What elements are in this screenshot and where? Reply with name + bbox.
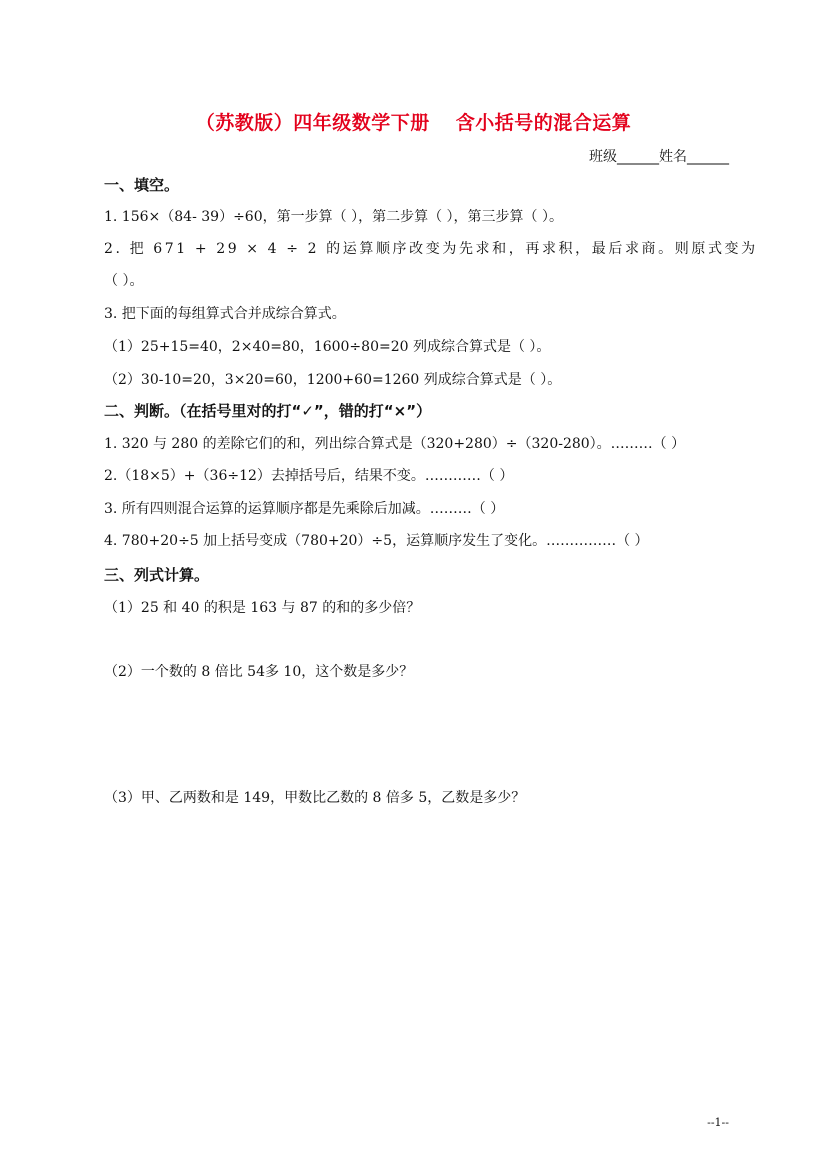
section1-heading: 一、填空。 [104,176,180,194]
s1-question-3: 3. 把下面的每组算式合并成综合算式。 [104,306,346,322]
page-number: --1-- [707,1116,729,1129]
s1-question-2-line1: 2. 把 671 + 29 × 4 ÷ 2 的运算顺序改变为先求和，再求积，最后求商。则原式变为 [104,241,758,257]
s1-question-1: 1. 156×（84- 39）÷60，第一步算（ ），第二步算（ ），第三步算（ ）。 [104,209,563,225]
title-topic: 含小括号的混合运算 [455,112,632,134]
s1-question-2-line2: （ ）。 [104,273,144,289]
s2-question-1: 1. 320 与 280 的差除它们的和，列出综合算式是（320+280）÷（320-280）。………（ ） [104,436,686,452]
s2-question-4: 4. 780+20÷5 加上括号变成（780+20）÷5，运算顺序发生了变化。……………（ ） [104,533,649,549]
s1-question-3-1: （1）25+15=40，2×40=80，1600÷80=20 列成综合算式是（ ）。 [104,339,551,355]
class-name-line: 班级______姓名______ [589,149,729,165]
section2-heading: 二、判断。（在括号里对的打“✓”，错的打“×”） [104,402,432,420]
s3-question-3: （3）甲、乙两数和是 149，甲数比乙数的 8 倍多 5，乙数是多少？ [104,790,526,806]
document-title [0,108,827,135]
s2-question-3: 3. 所有四则混合运算的运算顺序都是先乘除后加减。………（ ） [104,501,505,517]
s2-question-2: 2.（18×5）+（36÷12）去掉括号后，结果不变。…………（ ） [104,468,514,484]
s3-question-2: （2）一个数的 8 倍比 54多 10，这个数是多少？ [104,664,414,680]
section3-heading: 三、列式计算。 [104,566,210,584]
title-main: （苏教版）四年级数学下册 [195,112,430,134]
s1-question-3-2: （2）30-10=20，3×20=60，1200+60=1260 列成综合算式是（ ）。 [104,372,562,388]
s3-question-1: （1）25 和 40 的积是 163 与 87 的和的多少倍？ [104,600,421,616]
